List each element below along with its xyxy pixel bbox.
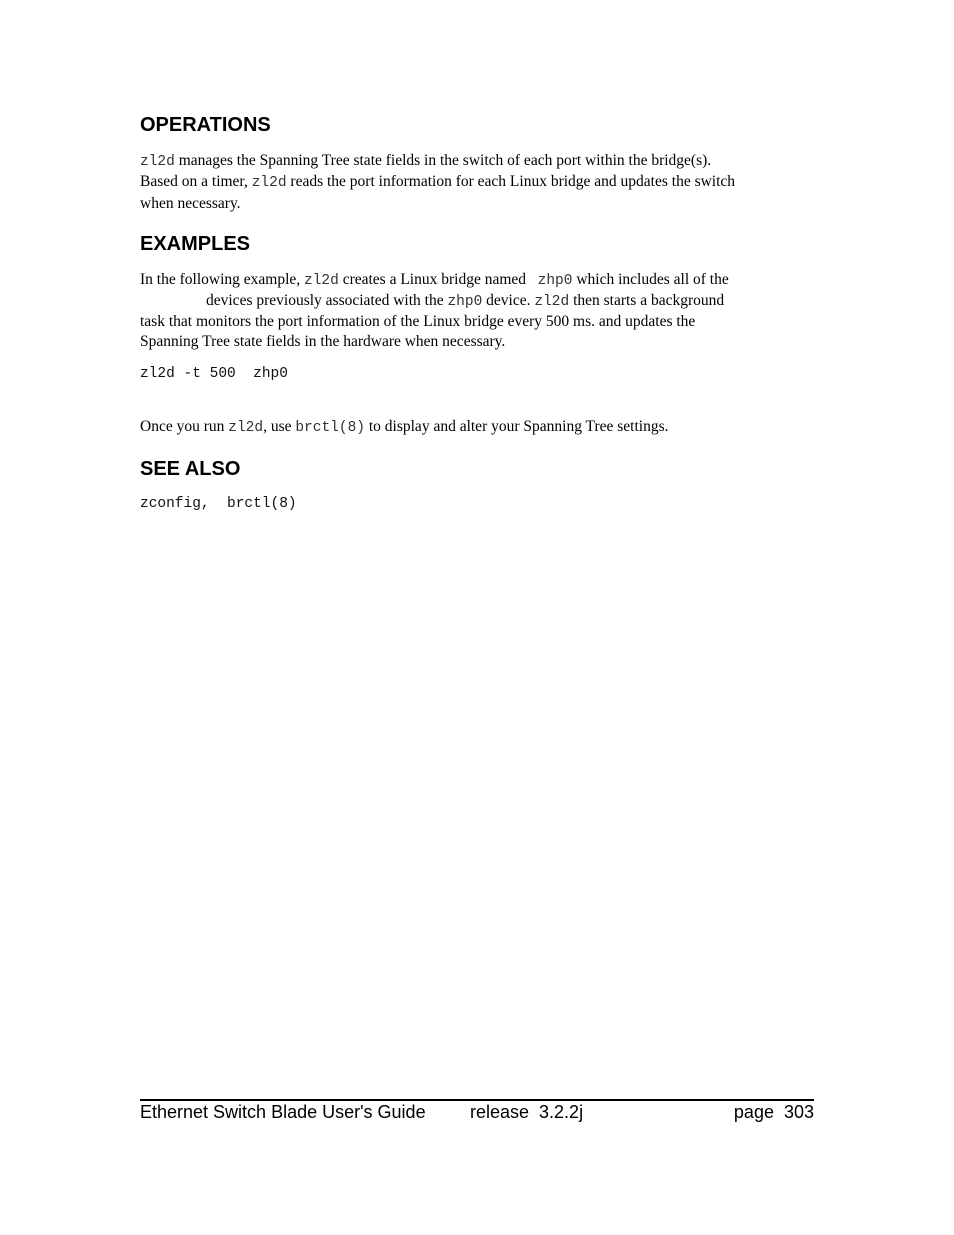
text: reads the port information for each Linux bridge and updates the switch [286,173,736,190]
command-name: zl2d [140,154,175,170]
text: Based on a timer, [140,173,252,190]
text: which includes all of the [572,271,729,288]
text: to display and alter your Spanning Tree settings. [364,418,669,435]
text: manages the Spanning Tree state fields in the switch of each port within the bridge(s). [174,152,712,169]
footer-title: Ethernet Switch Blade User's Guide [140,1102,426,1122]
operations-line-1 [140,151,711,172]
command-name: zl2d [251,175,287,191]
see-also-references: zconfig, brctl(8) [140,496,297,512]
operations-line-3 [140,194,241,214]
text: Spanning Tree state fields in the hardware when necessary. [140,333,506,350]
text: device. [482,292,535,309]
example-command: zl2d -t 500 zhp0 [140,366,288,382]
device-name: zhp0 [447,294,483,310]
text: In the following example, [140,271,304,288]
examples-after-line [140,417,669,438]
device-name: zhp0 [537,273,573,289]
text: creates a Linux bridge named [338,271,530,288]
command-name: zl2d [534,294,570,310]
operations-heading: OPERATIONS [140,114,271,136]
examples-line-2 [206,291,724,312]
text: when necessary. [140,195,241,212]
command-name: zl2d [228,420,264,436]
operations-line-2 [140,172,735,193]
tool-name: brctl(8) [295,420,365,436]
text: , use [263,418,296,435]
text: Once you run [140,418,229,435]
footer-page-number: page 303 [733,1102,814,1122]
footer-release: release 3.2.2j [470,1102,584,1122]
text: task that monitors the port information of the Linux bridge every 500 ms. and updates the [140,313,696,330]
text: then starts a background [569,292,725,309]
examples-heading: EXAMPLES [140,233,251,255]
text: devices previously associated with the [206,292,448,309]
command-name: zl2d [304,273,339,289]
examples-line-3 [140,312,695,332]
examples-line-1 [140,270,729,291]
see-also-heading: SEE ALSO [140,458,241,480]
examples-line-4 [140,332,505,352]
